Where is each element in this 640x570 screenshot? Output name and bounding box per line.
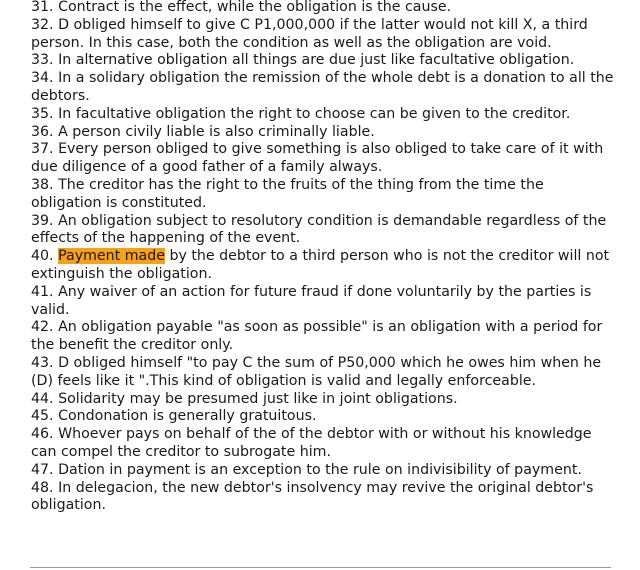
statement-list	[31, 0, 616, 515]
statement-40	[31, 248, 616, 284]
statement-39: 39. An obligation subject to resolutory condition is demandable regardless of the effects of the happening of the event.	[31, 212, 607, 247]
statement-35: 35. In facultative obligation the right to choose can be given to the creditor.	[31, 105, 571, 122]
statement-38: 38. The creditor has the right to the fruits of the thing from the time the obligation is constituted.	[31, 176, 544, 211]
statement-32: 32. D obliged himself to give C P1,000,000 if the latter would not kill X, a third person. In this case, both the condition as well as the obligation are void.	[31, 16, 588, 51]
statement-40-number: 40.	[31, 248, 59, 265]
statement-40-text: by the debtor to a third person who is not the creditor will not extinguish the obligation.	[31, 248, 610, 282]
statement-41: 41. Any waiver of an action for future fraud if done voluntarily by the parties is valid.	[31, 283, 592, 318]
statement-36: 36. A person civily liable is also criminally liable.	[31, 123, 375, 140]
statement-44: 44. Solidarity may be presumed just like in joint obligations.	[31, 390, 458, 407]
statement-47: 47. Dation in payment is an exception to the rule on indivisibility of payment.	[31, 461, 582, 478]
statement-48: 48. In delegacion, the new debtor's insolvency may revive the original debtor's obligation.	[31, 479, 594, 514]
highlighted-text: Payment made	[58, 248, 165, 265]
horizontal-divider	[30, 567, 611, 568]
statement-43: 43. D obliged himself "to pay C the sum of P50,000 which he owes him when he (D) feels like it ".This kind of obligation is valid and legally enforceable.	[31, 354, 602, 389]
statement-45: 45. Condonation is generally gratuitous.	[31, 408, 317, 425]
statement-46: 46. Whoever pays on behalf of the of the debtor with or without his knowledge can compel the creditor to subrogate him.	[31, 426, 592, 460]
statement-42: 42. An obligation payable "as soon as possible" is an obligation with a period for the benefit the creditor only.	[31, 319, 603, 354]
statement-33: 33. In alternative obligation all things are due just like facultative obligation.	[31, 52, 575, 69]
statement-31: 31. Contract is the effect, while the obligation is the cause.	[31, 0, 452, 15]
statement-37: 37. Every person obliged to give something is also obliged to take care of it with due diligence of a good father of a family always.	[31, 141, 604, 176]
statement-34: 34. In a solidary obligation the remission of the whole debt is a donation to all the debtors.	[31, 70, 614, 104]
